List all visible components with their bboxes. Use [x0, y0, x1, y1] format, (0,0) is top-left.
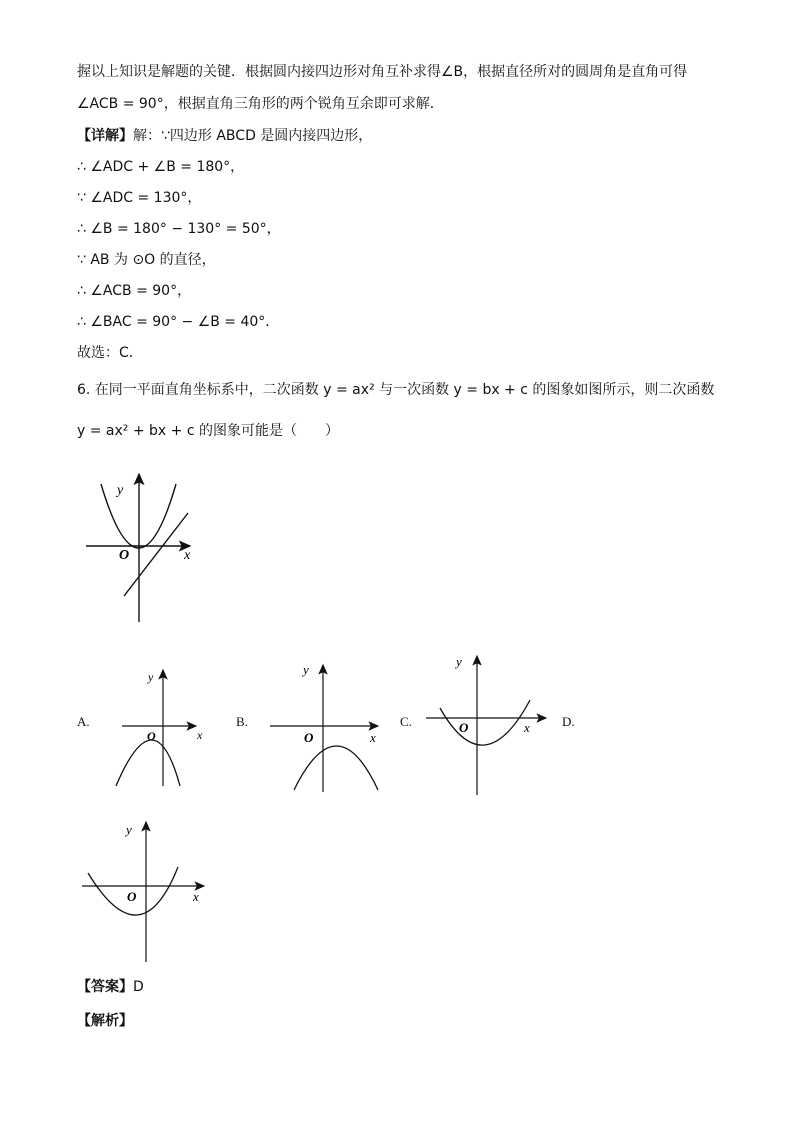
- step-line-5: ∴ ∠ACB = 90°，: [77, 283, 192, 299]
- answer-line: [77, 977, 144, 997]
- option-b-label[interactable]: B.: [236, 714, 248, 729]
- a-origin-label: O: [147, 729, 156, 743]
- d-origin-label: O: [127, 889, 137, 904]
- b-origin-label: O: [304, 730, 314, 745]
- option-c-label[interactable]: C.: [400, 714, 412, 729]
- question-6-line-2: y = ax² + bx + c 的图象可能是（ ）: [77, 423, 339, 439]
- step-line-3: ∴ ∠B = 180° − 130° = 50°，: [77, 221, 281, 237]
- analysis-tag: 【解析】: [77, 1013, 133, 1029]
- b-x-label: x: [370, 730, 376, 745]
- b-y-label: y: [303, 662, 309, 677]
- a-x-label: x: [197, 728, 203, 742]
- text-line-2: ∠ACB = 90°，根据直角三角形的两个锐角互余即可求解．: [77, 96, 444, 112]
- text-line-1: 握以上知识是解题的关键．根据圆内接四边形对角互补求得∠B，根据直径所对的圆周角是直角可得: [77, 64, 688, 80]
- a-y-label: y: [148, 670, 154, 684]
- main-origin-label: O: [119, 548, 130, 563]
- option-a-label[interactable]: A.: [77, 714, 90, 729]
- choice-line: 故选：C．: [77, 345, 143, 361]
- detail-text: 解：∵四边形 ABCD 是圆内接四边形，: [133, 128, 373, 144]
- option-d-label[interactable]: D.: [562, 714, 575, 729]
- c-origin-label: O: [459, 720, 469, 735]
- d-x-label: x: [193, 889, 199, 904]
- step-line-6: ∴ ∠BAC = 90° − ∠B = 40°．: [77, 314, 280, 330]
- answer-value: D: [133, 979, 144, 995]
- step-line-4: ∵ AB 为 ⊙O 的直径，: [77, 252, 216, 268]
- d-y-label: y: [126, 822, 132, 837]
- c-x-label: x: [524, 720, 530, 735]
- question-6-line-1: 6. 在同一平面直角坐标系中，二次函数 y = ax² 与一次函数 y = bx + c 的图象如图所示，则二次函数: [77, 382, 715, 398]
- step-line-1: ∴ ∠ADC + ∠B = 180°，: [77, 159, 245, 175]
- main-y-label: y: [117, 483, 124, 498]
- main-x-label: x: [184, 548, 191, 563]
- step-line-2: ∵ ∠ADC = 130°，: [77, 190, 202, 206]
- answer-tag: 【答案】: [77, 979, 133, 995]
- c-y-label: y: [456, 654, 462, 669]
- detail-tag: 【详解】: [77, 128, 133, 144]
